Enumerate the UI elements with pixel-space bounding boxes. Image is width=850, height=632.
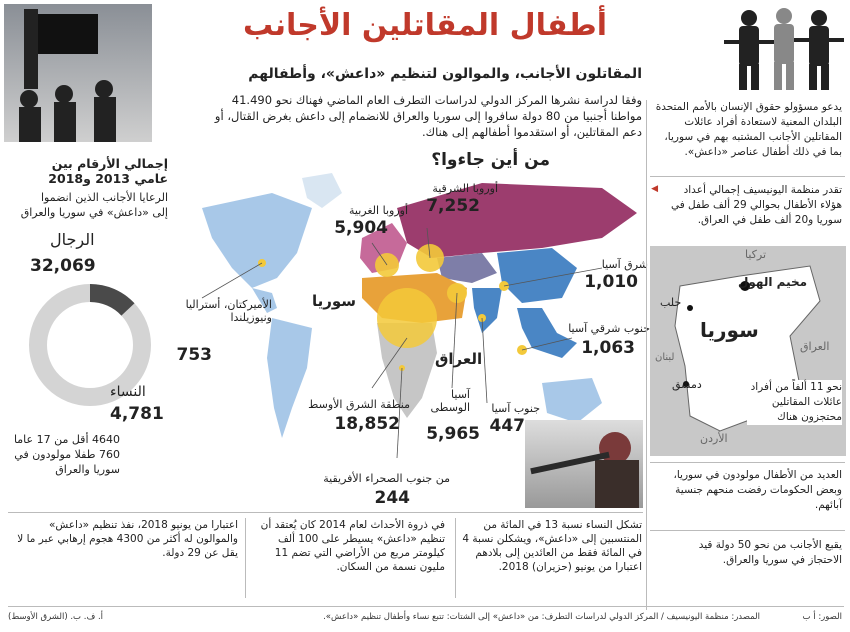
bottom-note-3: اعتبارا من يونيو 2018، نفذ تنظيم «داعش» والموالون له أكثر من 4300 هجوم إرهابي عبر ما لا يقل عن 29 دولة. xyxy=(17,519,238,559)
aleppo-dot xyxy=(687,305,693,311)
label-americas: الأميركتان، أستراليا ونيوزيلندا xyxy=(185,298,272,324)
men-value: 32,069 xyxy=(30,256,96,276)
value-east-asia: 1,010 xyxy=(584,272,638,292)
map-camp-label: مخيم الهول xyxy=(738,275,808,289)
value-middle-east: 18,852 xyxy=(334,414,400,434)
map-lebanon-label: لبنان xyxy=(655,352,675,363)
right-note-1: يدعو مسؤولو حقوق الإنسان بالأمم المتحدة البلدان المعنية لاستعادة أفراد عائلات المقاتلين الأجانب المشتبه بهم في سوريا، بما في ذلك أطفال عناصر «داعش». xyxy=(655,101,842,158)
totals-heading-line2: عامي 2013 و2018 xyxy=(48,171,168,186)
value-south-asia: 447 xyxy=(489,416,525,436)
right-note-3: نحو 11 ألفاً من أفراد عائلات المقاتلين محتجزون هناك xyxy=(747,380,842,425)
intro-text: وفقا لدراسة نشرها المركز الدولي لدراسات التطرف العام الماضي فهناك نحو 41.490 مواطنا أجنبيا من 80 دولة سافروا إلى سوريا والعراق للانضمام إلى داعش بغرض القتال، أو دعم المقاتلين، أو استقدموا أطفالهم إلى هناك. xyxy=(214,93,642,139)
totals-subheading xyxy=(8,190,168,220)
soldiers-silhouette xyxy=(724,4,844,92)
gunman-photo-art xyxy=(525,420,643,508)
right-note-5: يقبع الأجانب من نحو 50 دولة قيد الاحتجاز في سوريا والعراق. xyxy=(698,539,842,566)
value-eastern-europe: 7,252 xyxy=(426,196,480,216)
children-note: 4640 أقل من 17 عاما 760 طفلا مولودون في سوريا والعراق xyxy=(13,433,120,476)
map-aleppo-label: حلب xyxy=(660,296,682,309)
south-america-shape xyxy=(267,318,312,438)
source-note: المصدر: منظمة اليونيسيف / المركز الدولي لدراسات التطرف: من «داعش» إلى الشتات: تتبع نساء وأطفال تنظيم «داعش». xyxy=(323,612,760,622)
right-note-2: تقدر منظمة اليونيسيف إجمالي أعداد هؤلاء الأطفال بحوالي 29 ألف طفل في سوريا و20 ألف طفل في العراق. xyxy=(670,184,842,226)
value-western-europe: 5,904 xyxy=(334,218,388,238)
gunman-photo xyxy=(525,420,643,508)
women-label: النساء xyxy=(110,384,146,400)
map-heading: من أين جاءوا؟ xyxy=(431,150,550,170)
value-americas: 753 xyxy=(176,345,212,365)
men-label: الرجال xyxy=(50,230,95,249)
totals-heading xyxy=(8,156,168,186)
soldiers-silhouette-art xyxy=(724,4,844,92)
label-iraq-map: العراق xyxy=(435,350,483,368)
label-syria-map: سوريا xyxy=(312,292,357,310)
agency-credit: أ. ف. ب. (الشرق الأوسط) xyxy=(8,612,104,622)
right-note-4: العديد من الأطفال مولودون في سوريا، وبعض الحكومات رفضت منحهم جنسية آبائهم. xyxy=(673,469,842,511)
east-asia-shape xyxy=(497,248,577,303)
value-sub-saharan: 244 xyxy=(374,488,410,508)
label-south-asia: جنوب آسيا xyxy=(491,402,540,415)
label-middle-east: منطقة الشرق الأوسط xyxy=(308,398,410,411)
label-east-asia: شرق آسيا xyxy=(601,258,648,271)
totals-heading-line1: إجمالي الأرقام بين xyxy=(51,156,168,171)
label-sub-saharan: من جنوب الصحراء الأفريقية xyxy=(323,472,450,485)
south-asia-shape xyxy=(472,288,502,333)
map-turkey-label: تركيا xyxy=(745,248,767,261)
label-western-europe: أوروبا الغربية xyxy=(349,204,408,217)
bubble-middle-east xyxy=(377,288,437,348)
totals-subheading-line4: إلى «داعش» في سوريا والعراق xyxy=(20,206,168,219)
australia-shape xyxy=(542,378,602,423)
label-central-asia: آسيا الوسطى xyxy=(430,388,470,414)
value-southeast-asia: 1,063 xyxy=(581,338,635,358)
map-iraq-label: العراق xyxy=(800,340,830,353)
fighters-photo-art xyxy=(4,4,152,142)
north-america-shape xyxy=(202,193,312,288)
map-syria-label: سوريا xyxy=(700,318,759,342)
bullet-icon: ◀ xyxy=(651,184,658,194)
greenland-shape xyxy=(302,173,342,208)
women-value: 4,781 xyxy=(110,404,164,424)
page-title: أطفال المقاتلين الأجانب xyxy=(242,8,608,43)
value-central-asia: 5,965 xyxy=(426,424,480,444)
map-damascus-label: دمشق xyxy=(672,378,702,391)
totals-subheading-line3: الرعايا الأجانب الذين انضموا xyxy=(40,191,168,204)
label-southeast-asia: جنوب شرقي آسيا xyxy=(568,322,650,335)
label-eastern-europe: أوروبا الشرقية xyxy=(432,182,498,195)
photo-credit: الصور: أ ب xyxy=(802,612,842,622)
bottom-note-1: تشكل النساء نسبة 13 في المائة من المنتسبين إلى «داعش»، ويشكلن نسبة 4 في المائة فقط من العائدين إلى بلادهم اعتبارا من يونيو (حزيران) 2018. xyxy=(462,519,642,573)
map-jordan-label: الأردن xyxy=(700,432,728,445)
subtitle: المقاتلون الأجانب، والموالون لتنظيم «داعش»، وأطفالهم xyxy=(248,66,642,82)
bottom-note-2: في ذروة الأحداث لعام 2014 كان يُعتقد أن تنظيم «داعش» يسيطر على 100 ألف كيلومتر مربع من الأراضي التي تضم 11 مليون نسمة من السكان. xyxy=(260,519,445,573)
fighters-photo xyxy=(4,4,152,142)
